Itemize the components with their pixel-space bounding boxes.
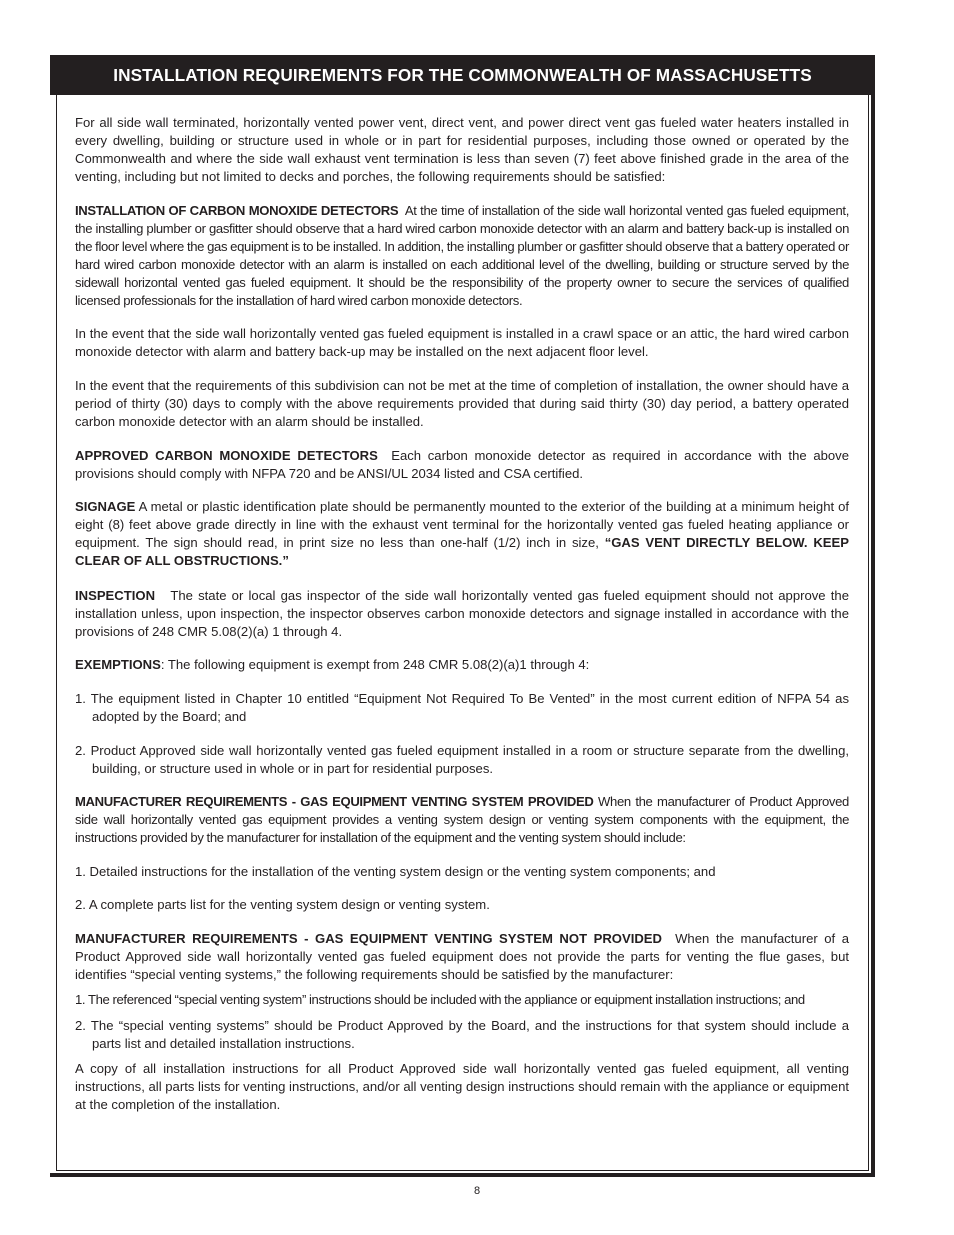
page-number: 8 [473,1185,481,1197]
co-install-body: At the time of installation of the side wall horizontal vented gas fueled equipment, the installing plumber or gasfitter should observe that a hard wired carbon monoxide detector with an alarm and battery back-up is installed on the floor level where the gas equipment is to be installed. In addition, the installing plumber or gasfitter should observe that a battery operated or hard wired carbon monoxide detector with an alarm is installed on each additional level of the dwelling, building or structure served by the sidewall horizontal vented gas fueled equipment. It should be the responsibility of the property owner to secure the services of qualified licensed professionals for the installation of hard wired carbon monoxide detectors. [75,203,850,308]
list-item: 2. A complete parts list for the venting system design or venting system. [75,897,490,912]
inspection-body: The state or local gas inspector of the side wall horizontally vented gas fueled equipment should not approve the installation unless, upon inspection, the inspector observes carbon monoxide detectors and signage installed in accordance with the provisions of 248 CMR 5.08(2)(a) 1 through 4. [75,588,849,639]
mfr-provided-paragraph [75,793,849,847]
mfr-provided-body: When the manufacturer of Product Approved side wall horizontally vented gas equipment provides a venting system design or venting system components with the equipment, the instructions provided by the manufacturer for installation of the equipment and the venting system should include: [75,794,849,845]
mfr-not-provided-heading: MANUFACTURER REQUIREMENTS - GAS EQUIPMENT VENTING SYSTEM NOT PROVIDED [75,931,662,946]
crawl-space-paragraph: In the event that the side wall horizontally vented gas fueled equipment is installed in a crawl space or an attic, the hard wired carbon monoxide detector with alarm and battery back-up may be installed on the next adjacent floor level. [75,326,849,359]
signage-paragraph [75,498,849,570]
approved-detectors-body: Each carbon monoxide detector as required in accordance with the above provisions should comply with NFPA 720 and be ANSI/UL 2034 listed and CSA certified. [75,448,849,481]
co-install-paragraph [75,202,849,310]
exemptions-paragraph [75,656,849,674]
approved-detectors-heading: APPROVED CARBON MONOXIDE DETECTORS [75,448,378,463]
intro-paragraph: For all side wall terminated, horizontally vented power vent, direct vent, and power direct vent gas fueled water heaters installed in every dwelling, building or structure used in whole or in part for residential purposes, including those owned or operated by the Commonwealth and where the side wall exhaust vent termination is less than seven (7) feet above finished grade in the area of the venting, including but not limited to decks and porches, the following requirements should be satisfied: [75,115,849,184]
list-item: 1. The equipment listed in Chapter 10 entitled “Equipment Not Required To Be Vented” in the most current edition of NFPA 54 as adopted by the Board; and [75,691,849,724]
mfr-provided-heading: MANUFACTURER REQUIREMENTS - GAS EQUIPMENT VENTING SYSTEM PROVIDED [75,794,594,809]
section-title: INSTALLATION REQUIREMENTS FOR THE COMMONWEALTH OF MASSACHUSETTS [50,55,875,95]
list-item: 2. Product Approved side wall horizontally vented gas fueled equipment installed in a room or structure separate from the dwelling, building, or structure used in whole or in part for residential purposes. [75,743,849,776]
thirty-days-paragraph: In the event that the requirements of this subdivision can not be met at the time of completion of installation, the owner should have a period of thirty (30) days to comply with the above requirements provided that during said thirty (30) day period, a battery operated carbon monoxide detector with an alarm should be installed. [75,378,849,429]
inspection-paragraph [75,587,849,641]
mfr-not-provided-body: When the manufacturer of a Product Approved side wall horizontally vented gas fueled equipment does not provide the parts for venting the flue gases, but identifies “special venting systems,” the following requirements should be satisfied by the manufacturer: [75,931,849,982]
mfr-not-provided-paragraph [75,930,849,984]
document-body [75,114,849,1114]
list-item: 1. Detailed instructions for the installation of the venting system design or the venting system components; and [75,864,716,879]
approved-detectors-paragraph [75,447,849,483]
signage-quote: “GAS VENT DIRECTLY BELOW. KEEP CLEAR OF ALL OBSTRUCTIONS.” [75,535,849,568]
inspection-heading: INSPECTION [75,588,156,603]
exemptions-heading: EXEMPTIONS [75,657,161,672]
exemptions-body: : The following equipment is exempt from 248 CMR 5.08(2)(a)1 through 4: [160,657,590,672]
list-item: 2. The “special venting systems” should be Product Approved by the Board, and the instructions for that system should include a parts list and detailed installation instructions. [75,1018,849,1051]
signage-body: A metal or plastic identification plate should be permanently mounted to the exterior of the building at a minimum height of eight (8) feet above grade directly in line with the exhaust vent terminal for the horizontally vented gas fueled heating appliance or equipment. The sign should read, in print size no less than one-half (1/2) inch in size, [75,499,850,550]
co-install-heading: INSTALLATION OF CARBON MONOXIDE DETECTORS [75,203,399,218]
signage-heading: SIGNAGE [75,499,136,514]
list-item: 1. The referenced “special venting system” instructions should be included with the appliance or equipment installation instructions; and [75,992,805,1007]
closing-paragraph: A copy of all installation instructions for all Product Approved side wall horizontally vented gas fueled equipment, all venting instructions, all parts lists for venting instructions, and/or all venting design instructions should remain with the appliance or equipment at the completion of the installation. [75,1061,849,1112]
